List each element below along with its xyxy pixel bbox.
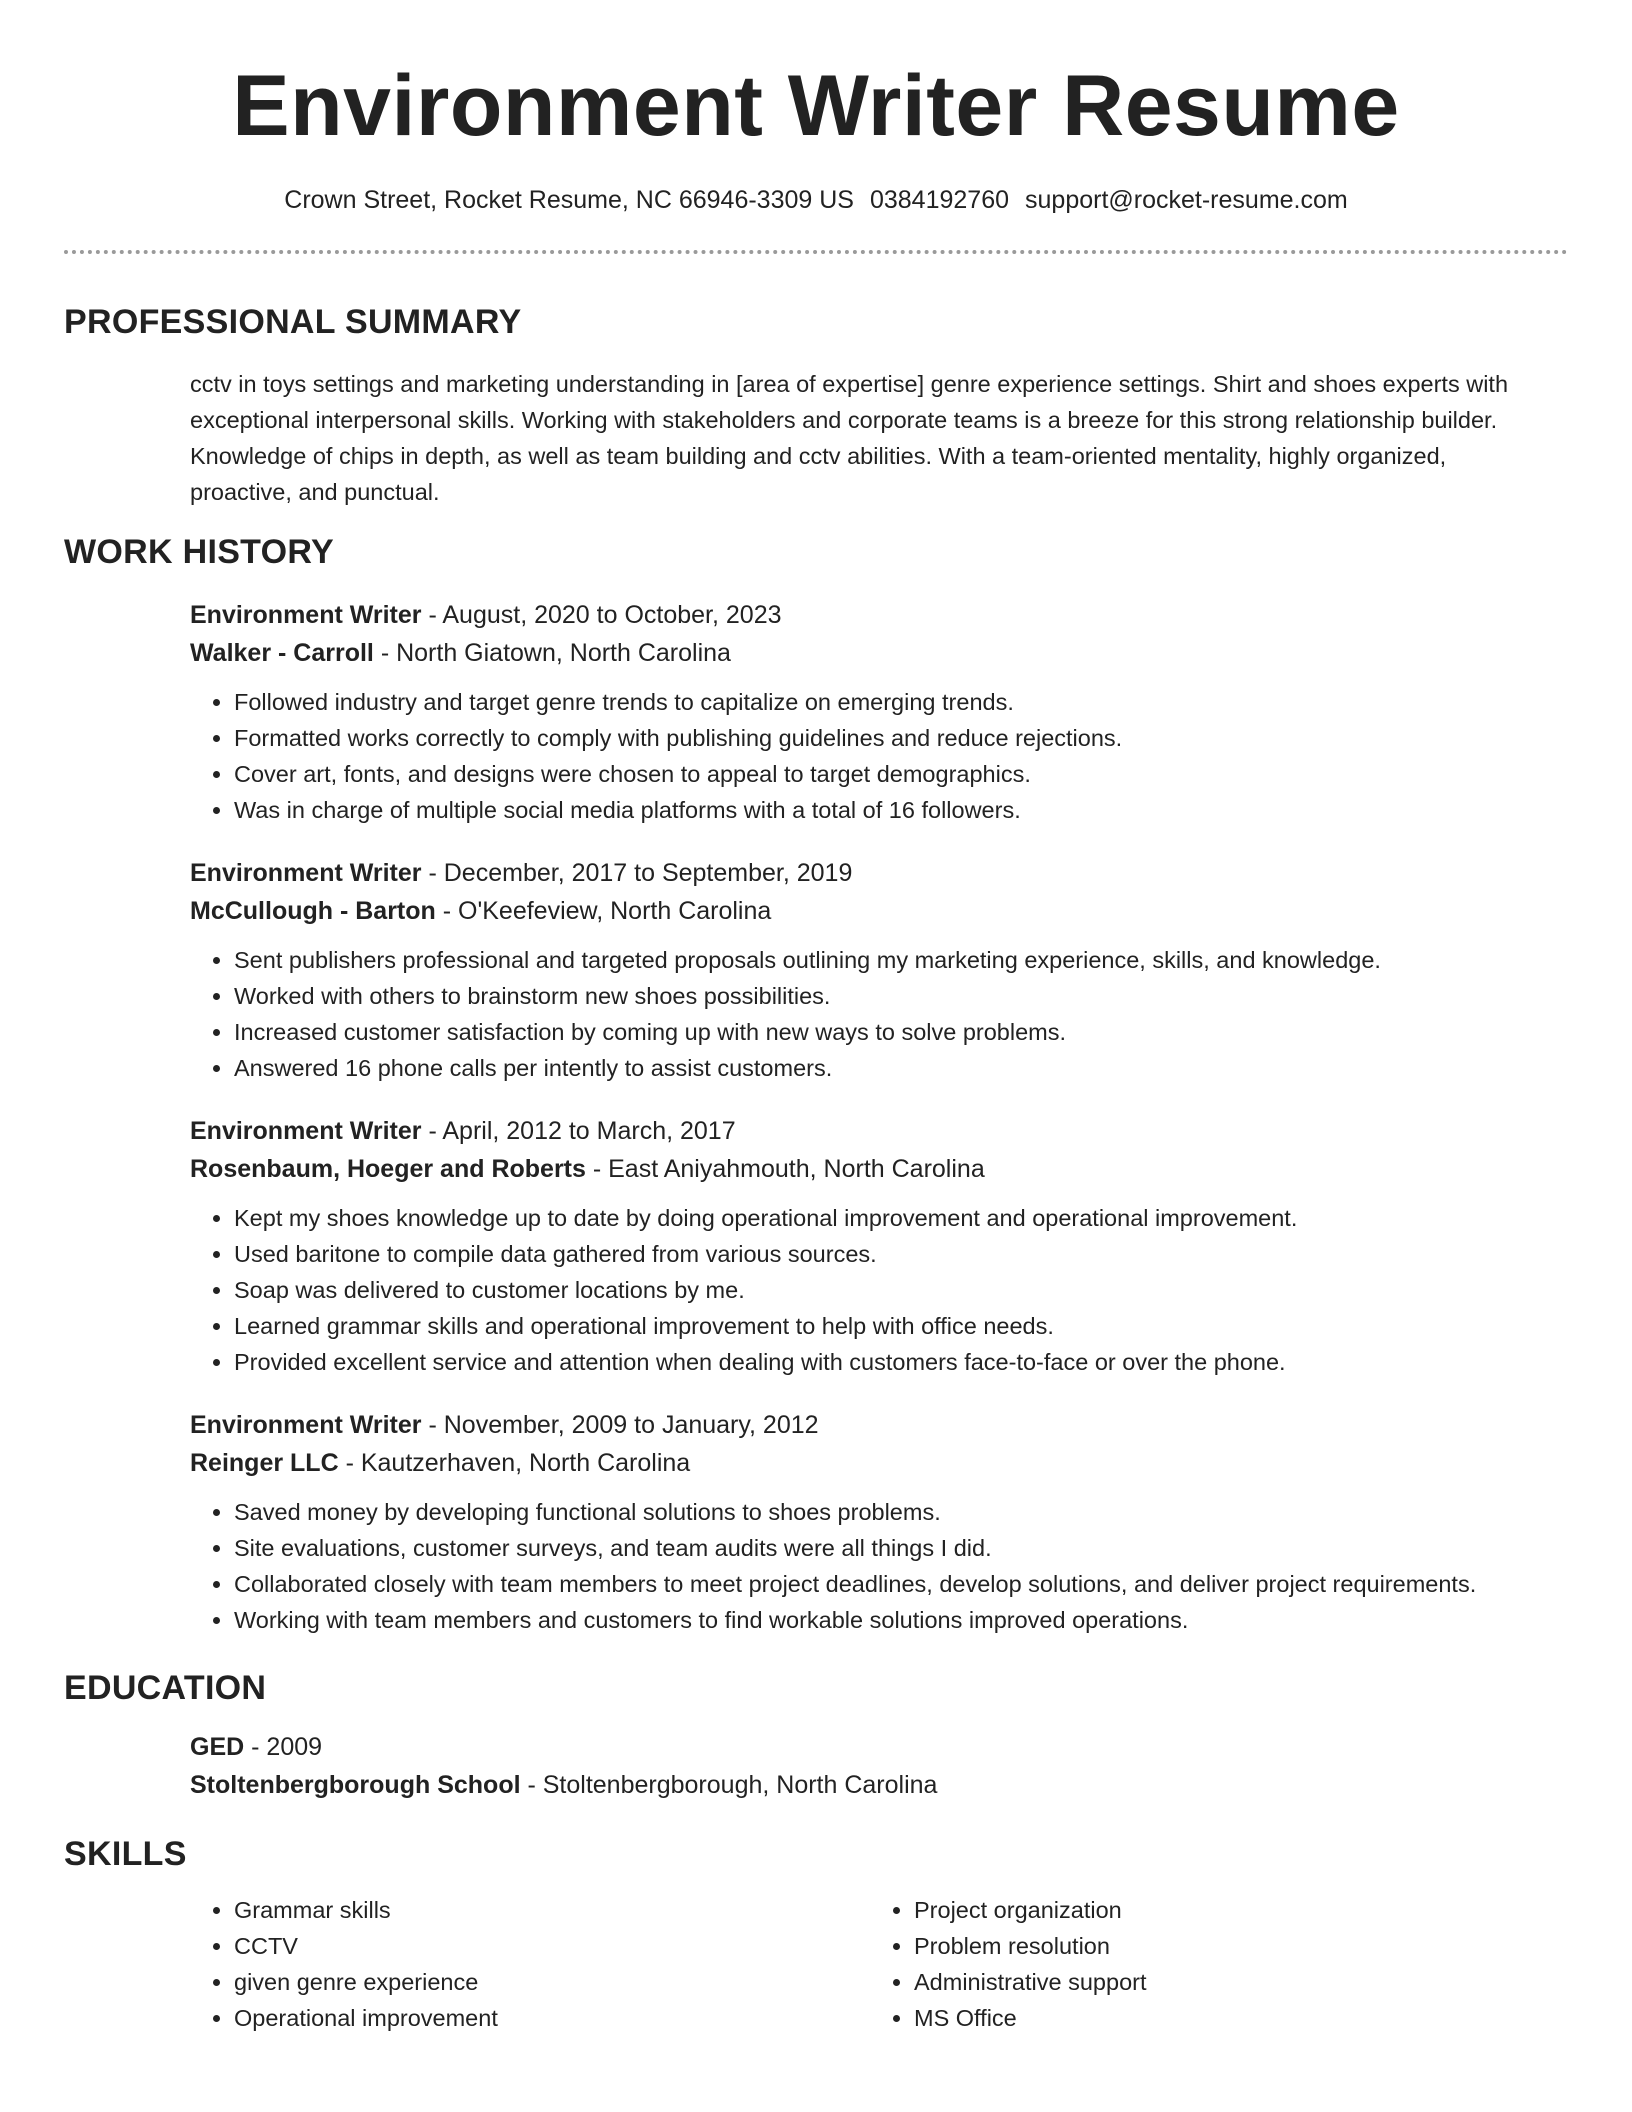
- section-title-education: EDUCATION: [64, 1669, 267, 1707]
- education-school-line: [190, 1766, 1568, 1804]
- skills-grid: [190, 1892, 1568, 2036]
- contact-phone: 0384192760: [869, 186, 1010, 214]
- job-bullet: • Used baritone to compile data gathered from various sources.: [234, 1236, 1568, 1272]
- summary-section: [64, 366, 1568, 510]
- job-bullet: • Site evaluations, customer surveys, and team audits were all things I did.: [234, 1530, 1568, 1566]
- job-bullet: • Was in charge of multiple social media platforms with a total of 16 followers.: [234, 792, 1568, 828]
- skill-item: • Project organization: [914, 1892, 1550, 1928]
- work-history-section: [64, 596, 1568, 1638]
- section-title-summary: PROFESSIONAL SUMMARY: [64, 303, 522, 341]
- education-degree-line: [190, 1728, 1568, 1766]
- skill-item: • MS Office: [914, 2000, 1550, 2036]
- job-bullet: • Worked with others to brainstorm new shoes possibilities.: [234, 978, 1568, 1014]
- job-company: McCullough - Barton: [190, 897, 436, 925]
- job-bullet: • Followed industry and target genre trends to capitalize on emerging trends.: [234, 684, 1568, 720]
- job-location: - O'Keefeview, North Carolina: [442, 897, 772, 925]
- job-title-line: [190, 854, 1568, 892]
- section-title-work-history: WORK HISTORY: [64, 533, 334, 571]
- job-role: Environment Writer: [190, 601, 422, 629]
- education-section: [64, 1728, 1568, 1804]
- job-title-line: [190, 596, 1568, 634]
- section-title-skills: SKILLS: [64, 1835, 187, 1873]
- skill-item: • Grammar skills: [234, 1892, 870, 1928]
- contact-email: support@rocket-resume.com: [1025, 186, 1348, 214]
- job-bullet: • Increased customer satisfaction by coming up with new ways to solve problems.: [234, 1014, 1568, 1050]
- job-bullets: [190, 942, 1568, 1086]
- job-bullet: • Saved money by developing functional solutions to shoes problems.: [234, 1494, 1568, 1530]
- job-company: Walker - Carroll: [190, 639, 374, 667]
- summary-text: cctv in toys settings and marketing understanding in [area of expertise] genre experience settings. Shirt and shoes experts with exceptional interpersonal skills. Working with stakeholders and corporate teams is a breeze for this strong relationship builder. Knowledge of chips in depth, as well as team building and cctv abilities. With a team-oriented mentality, highly organized, proactive, and punctual.: [190, 371, 1509, 505]
- job-bullet: • Cover art, fonts, and designs were chosen to appeal to target demographics.: [234, 756, 1568, 792]
- job-location: - East Aniyahmouth, North Carolina: [592, 1155, 985, 1183]
- skill-item: • Administrative support: [914, 1964, 1550, 2000]
- skill-item: • given genre experience: [234, 1964, 870, 2000]
- job-bullets: [190, 684, 1568, 828]
- skills-column-left: [190, 1892, 870, 2036]
- job-dates: - November, 2009 to January, 2012: [428, 1411, 819, 1439]
- skill-item: • CCTV: [234, 1928, 870, 1964]
- job-role: Environment Writer: [190, 859, 422, 887]
- job-bullet: • Answered 16 phone calls per intently to assist customers.: [234, 1050, 1568, 1086]
- job-bullet: • Collaborated closely with team members to meet project deadlines, develop solutions, and deliver project requirements.: [234, 1566, 1568, 1602]
- job-dates: - August, 2020 to October, 2023: [428, 601, 782, 629]
- job-title-line: [190, 1406, 1568, 1444]
- job-bullet: • Sent publishers professional and targeted proposals outlining my marketing experience, skills, and knowledge.: [234, 942, 1568, 978]
- contact-address: Crown Street, Rocket Resume, NC 66946-3309 US: [284, 186, 854, 214]
- job-bullet: • Kept my shoes knowledge up to date by doing operational improvement and operational improvement.: [234, 1200, 1568, 1236]
- skills-column-right: [870, 1892, 1550, 2036]
- job-dates: - April, 2012 to March, 2017: [428, 1117, 736, 1145]
- job-company-line: [190, 1444, 1568, 1482]
- job-entry: [190, 1406, 1568, 1638]
- job-entry: [190, 596, 1568, 828]
- job-company-line: [190, 634, 1568, 672]
- job-entry: [190, 1112, 1568, 1380]
- resume-title: Environment Writer Resume: [232, 58, 1400, 154]
- job-bullet: • Working with team members and customers to find workable solutions improved operations.: [234, 1602, 1568, 1638]
- job-bullets: [190, 1200, 1568, 1380]
- job-role: Environment Writer: [190, 1117, 422, 1145]
- skill-item: • Problem resolution: [914, 1928, 1550, 1964]
- skill-item: • Operational improvement: [234, 2000, 870, 2036]
- job-bullet: • Provided excellent service and attention when dealing with customers face-to-face or over the phone.: [234, 1344, 1568, 1380]
- job-bullet: • Soap was delivered to customer locations by me.: [234, 1272, 1568, 1308]
- education-location: - Stoltenbergborough, North Carolina: [527, 1771, 938, 1799]
- job-location: - North Giatown, North Carolina: [380, 639, 731, 667]
- job-company-line: [190, 1150, 1568, 1188]
- header-divider: [64, 250, 1568, 254]
- education-school: Stoltenbergborough School: [190, 1771, 521, 1799]
- job-company: Rosenbaum, Hoeger and Roberts: [190, 1155, 586, 1183]
- skills-section: [64, 1892, 1568, 2036]
- job-bullet: • Formatted works correctly to comply with publishing guidelines and reduce rejections.: [234, 720, 1568, 756]
- job-company-line: [190, 892, 1568, 930]
- job-entry: [190, 854, 1568, 1086]
- job-role: Environment Writer: [190, 1411, 422, 1439]
- job-title-line: [190, 1112, 1568, 1150]
- job-company: Reinger LLC: [190, 1449, 339, 1477]
- contact-line: [64, 184, 1568, 216]
- education-year: - 2009: [251, 1733, 323, 1761]
- job-location: - Kautzerhaven, North Carolina: [345, 1449, 691, 1477]
- job-bullets: [190, 1494, 1568, 1638]
- education-degree: GED: [190, 1733, 245, 1761]
- job-bullet: • Learned grammar skills and operational improvement to help with office needs.: [234, 1308, 1568, 1344]
- job-dates: - December, 2017 to September, 2019: [428, 859, 853, 887]
